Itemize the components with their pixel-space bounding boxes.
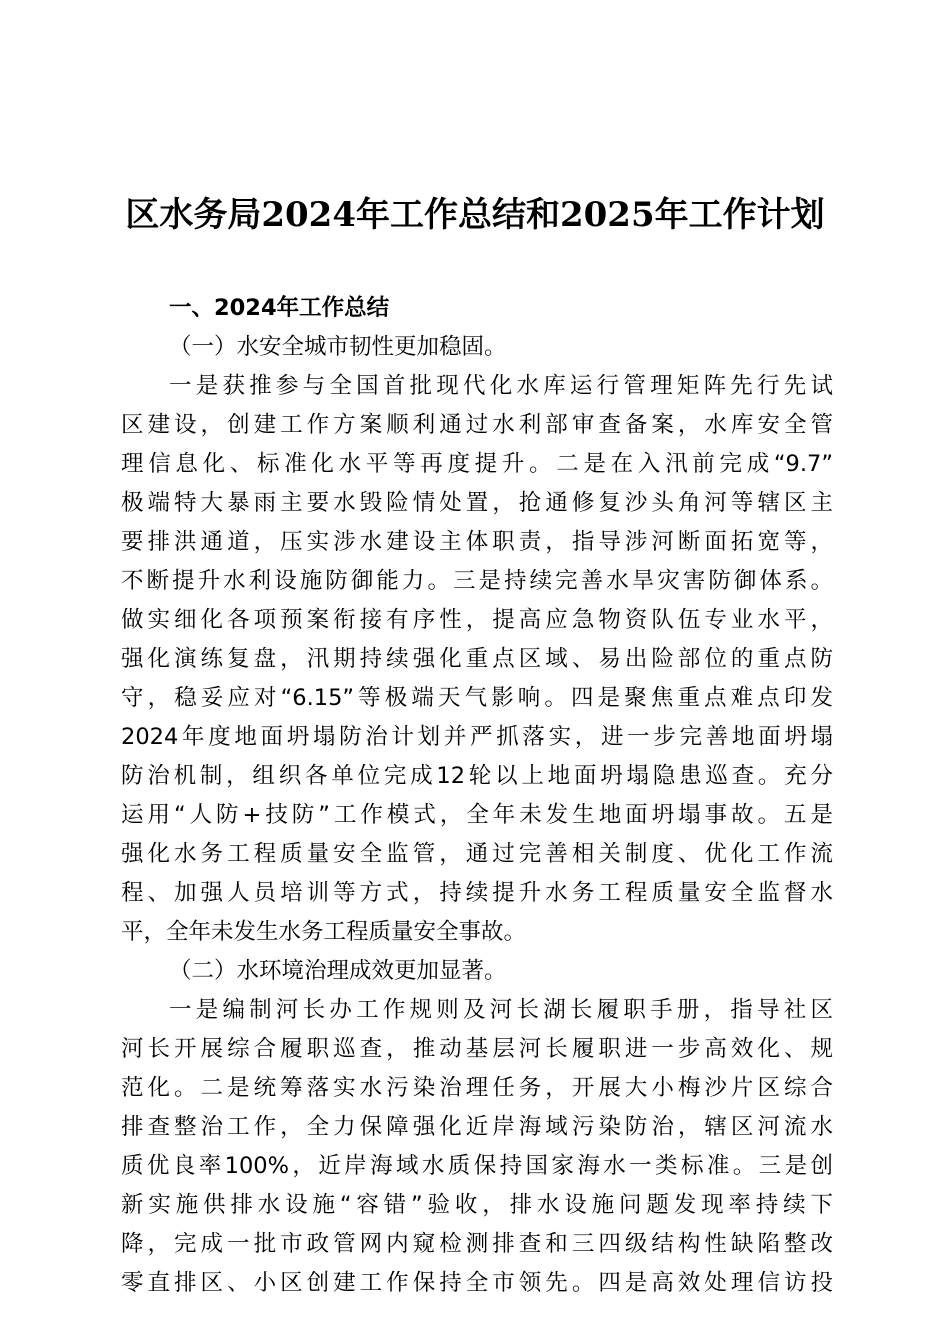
paragraph-line: 要排洪通道，压实涉水建设主体职责，指导涉河断面拓宽等，: [121, 529, 833, 555]
paragraph-line: 极端特大暴雨主要水毁险情处置，抢通修复沙头角河等辖区主: [121, 490, 833, 516]
paragraph-line: 运用“人防+技防”工作模式，全年未发生地面坍塌事故。五是: [121, 802, 833, 828]
section-1-heading: （一）水安全城市韧性更加稳固。: [169, 334, 507, 360]
paragraph-line: 守，稳妥应对“6.15”等极端天气影响。四是聚焦重点难点印发: [121, 685, 833, 711]
section-2-heading: （二）水环境治理成效更加显著。: [169, 958, 507, 984]
document-title: 区水务局2024年工作总结和2025年工作计划: [125, 195, 825, 235]
paragraph-line: 程、加强人员培训等方式，持续提升水务工程质量安全监督水: [121, 880, 833, 906]
paragraph-line: 理信息化、标准化水平等再度提升。二是在入汛前完成“9.7”: [121, 451, 833, 477]
paragraph-line: 区建设，创建工作方案顺利通过水利部审查备案，水库安全管: [121, 412, 833, 438]
paragraph-line: 范化。二是统筹落实水污染治理任务，开展大小梅沙片区综合: [121, 1075, 833, 1101]
heading-2024-summary: 一、2024年工作总结: [169, 295, 390, 321]
paragraph-line: 一是编制河长办工作规则及河长湖长履职手册，指导社区: [169, 997, 833, 1023]
paragraph-line: 强化水务工程质量安全监管，通过完善相关制度、优化工作流: [121, 841, 833, 867]
document-body: [121, 289, 833, 1303]
paragraph-line: 降，完成一批市政管网内窥检测排查和三四级结构性缺陷整改: [121, 1231, 833, 1257]
paragraph-line: 新实施供排水设施“容错”验收，排水设施问题发现率持续下: [121, 1192, 833, 1218]
paragraph-line: 防治机制，组织各单位完成12轮以上地面坍塌隐患巡查。充分: [121, 763, 833, 789]
paragraph-line: 平，全年未发生水务工程质量安全事故。: [121, 919, 527, 945]
paragraph-line: 做实细化各项预案衔接有序性，提高应急物资队伍专业水平，: [121, 607, 833, 633]
paragraph-line: 质优良率100%，近岸海域水质保持国家海水一类标准。三是创: [121, 1153, 833, 1179]
paragraph-line: 2024年度地面坍塌防治计划并严抓落实，进一步完善地面坍塌: [121, 724, 833, 750]
paragraph-line: 零直排区、小区创建工作保持全市领先。四是高效处理信访投: [121, 1270, 833, 1296]
paragraph-line: 强化演练复盘，汛期持续强化重点区域、易出险部位的重点防: [121, 646, 833, 672]
paragraph-line: 排查整治工作，全力保障强化近岸海域污染防治，辖区河流水: [121, 1114, 833, 1140]
paragraph-line: 一是获推参与全国首批现代化水库运行管理矩阵先行先试: [169, 373, 833, 399]
paragraph-line: 河长开展综合履职巡查，推动基层河长履职进一步高效化、规: [121, 1036, 833, 1062]
paragraph-line: 不断提升水利设施防御能力。三是持续完善水旱灾害防御体系。: [121, 568, 833, 594]
